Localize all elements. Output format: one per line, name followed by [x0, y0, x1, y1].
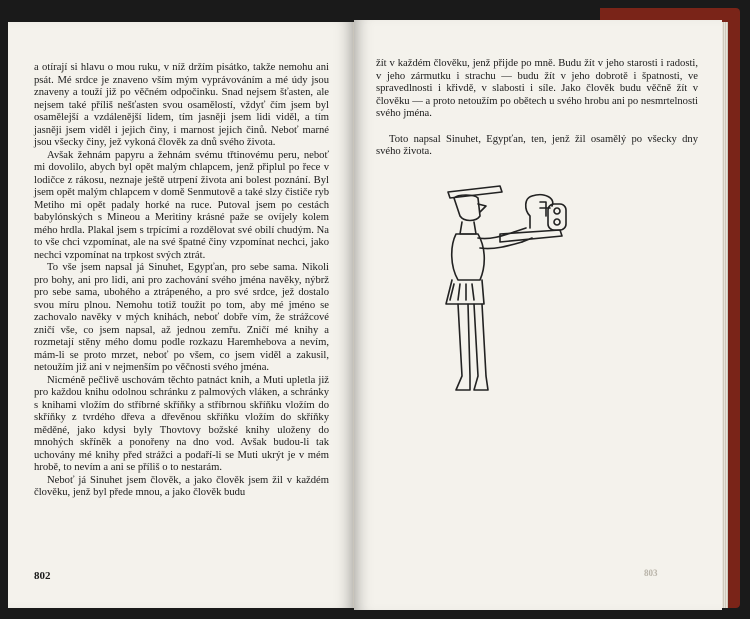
paragraph: Avšak žehnám papyru a žehnám svému třtinovému peru, neboť mi dovolilo, abych byl opět malým chlapcem, jenž připlul po řece v lodičce z rákosu, neznaje ještě utrpení života ani bolest poznání. Byl jsem opět malým chlapcem v domě Senmutově a také slzy čističe ryb Metiho mi opět padaly horké na ruce. Putoval jsem po cestách babylónských s Mineou a Meritiny krásné paže se ovíjely kolem mého hrdla. Plakal jsem s trpícími a rozdělovat své obilí chudým. Na to vše chci vzpomínat, ale na své špatné činy vzpomínat nechci, jako nechci vzpomínat na trpkost svých ztrát. [34, 149, 329, 261]
left-page-text [34, 62, 329, 500]
left-page [8, 22, 354, 608]
paragraph: Nicméně pečlivě uschovám těchto patnáct knih, a Muti upletla již pro každou knihu odolnou schránku z palmových vláken, a schránky s knihami vložím do stříbrné skříňky a stříbrnou skříňku vložím do skříňky z tvrdého dřeva a dřevěnou skříňku vložím do skříňky měděné, jako kdysi byly Thovtovy božské knihy uloženy do mnohých skříněk a ponořeny na dno vod. Avšak budou-li tak uchovány mé knihy před strážci a podaří-li se Muti ukrýt je v mém hrobě, to nevím a ani se příliš o to nestarám. [34, 374, 329, 473]
page-number: 802 [34, 570, 51, 582]
right-page [354, 20, 722, 610]
paragraph: a otírají si hlavu o mou ruku, v níž držím pisátko, takže nemohu ani psát. Mé srdce je znaveno vším mým vyprávováním a mé údy jsou znaveny a touží již po věčném odpočinku. Snad nejsem šťasten, ale nejsem také příliš nešťasten svou osamělostí, vždyť čím jsem byl osamělejší a vzdálenější lidem, tím jasněji jsem lidi viděl, a tím jasněji jsem viděl i jejich činy, i marnost jejich činů. Neboť marné jsou všecky činy, jež vykoná člověk za dnů svého života. [34, 62, 329, 148]
page-number: 803 [644, 568, 658, 578]
egyptian-scribe-figure-icon [440, 176, 580, 406]
paragraph: Neboť já Sinuhet jsem člověk, a jako člověk jsem žil v každém člověku, jenž byl přede mnou, a jako člověk budu [34, 474, 329, 498]
page-edges [722, 22, 728, 608]
paragraph: To vše jsem napsal já Sinuhet, Egypťan, pro sebe sama. Nikoli pro bohy, ani pro lidi, ani pro zachování svého jména navěky, nýbrž pro sebe sama, ubohého a ztrápeného, a pro své srdce, jež dostalo svou míru plnou. Nemohu totiž toužit po tom, aby mé jméno se zachovalo navěky v mých knihách, neboť dobře vím, že strážcové zničí vše, co jsem napsal, až jednou zemřu. Zničí mé knihy a rozmetají stěny mého domu podle rozkazu Haremhebova a nevím, mám-li se proto mrzet, neboť po všem, co jsem viděl a zakusil, netoužím již ani v nejmenším po věčnosti svého jména. [34, 262, 329, 373]
paragraph: žít v každém člověku, jenž přijde po mně. Budu žít v jeho starosti i radosti, v jeho zármutku i strachu — budu žít v jeho dobrotě i špatnosti, ve spravedlnosti i křivdě, v slabosti i síle. Jako člověk budu věčně žít v člověku — a proto netoužím po obětech u svého hrobu ani po nesmrtelnosti svého jména. [376, 58, 698, 119]
paragraph: Toto napsal Sinuhet, Egypťan, ten, jenž žil osamělý po všecky dny svého života. [376, 133, 698, 157]
right-page-text [376, 58, 698, 159]
